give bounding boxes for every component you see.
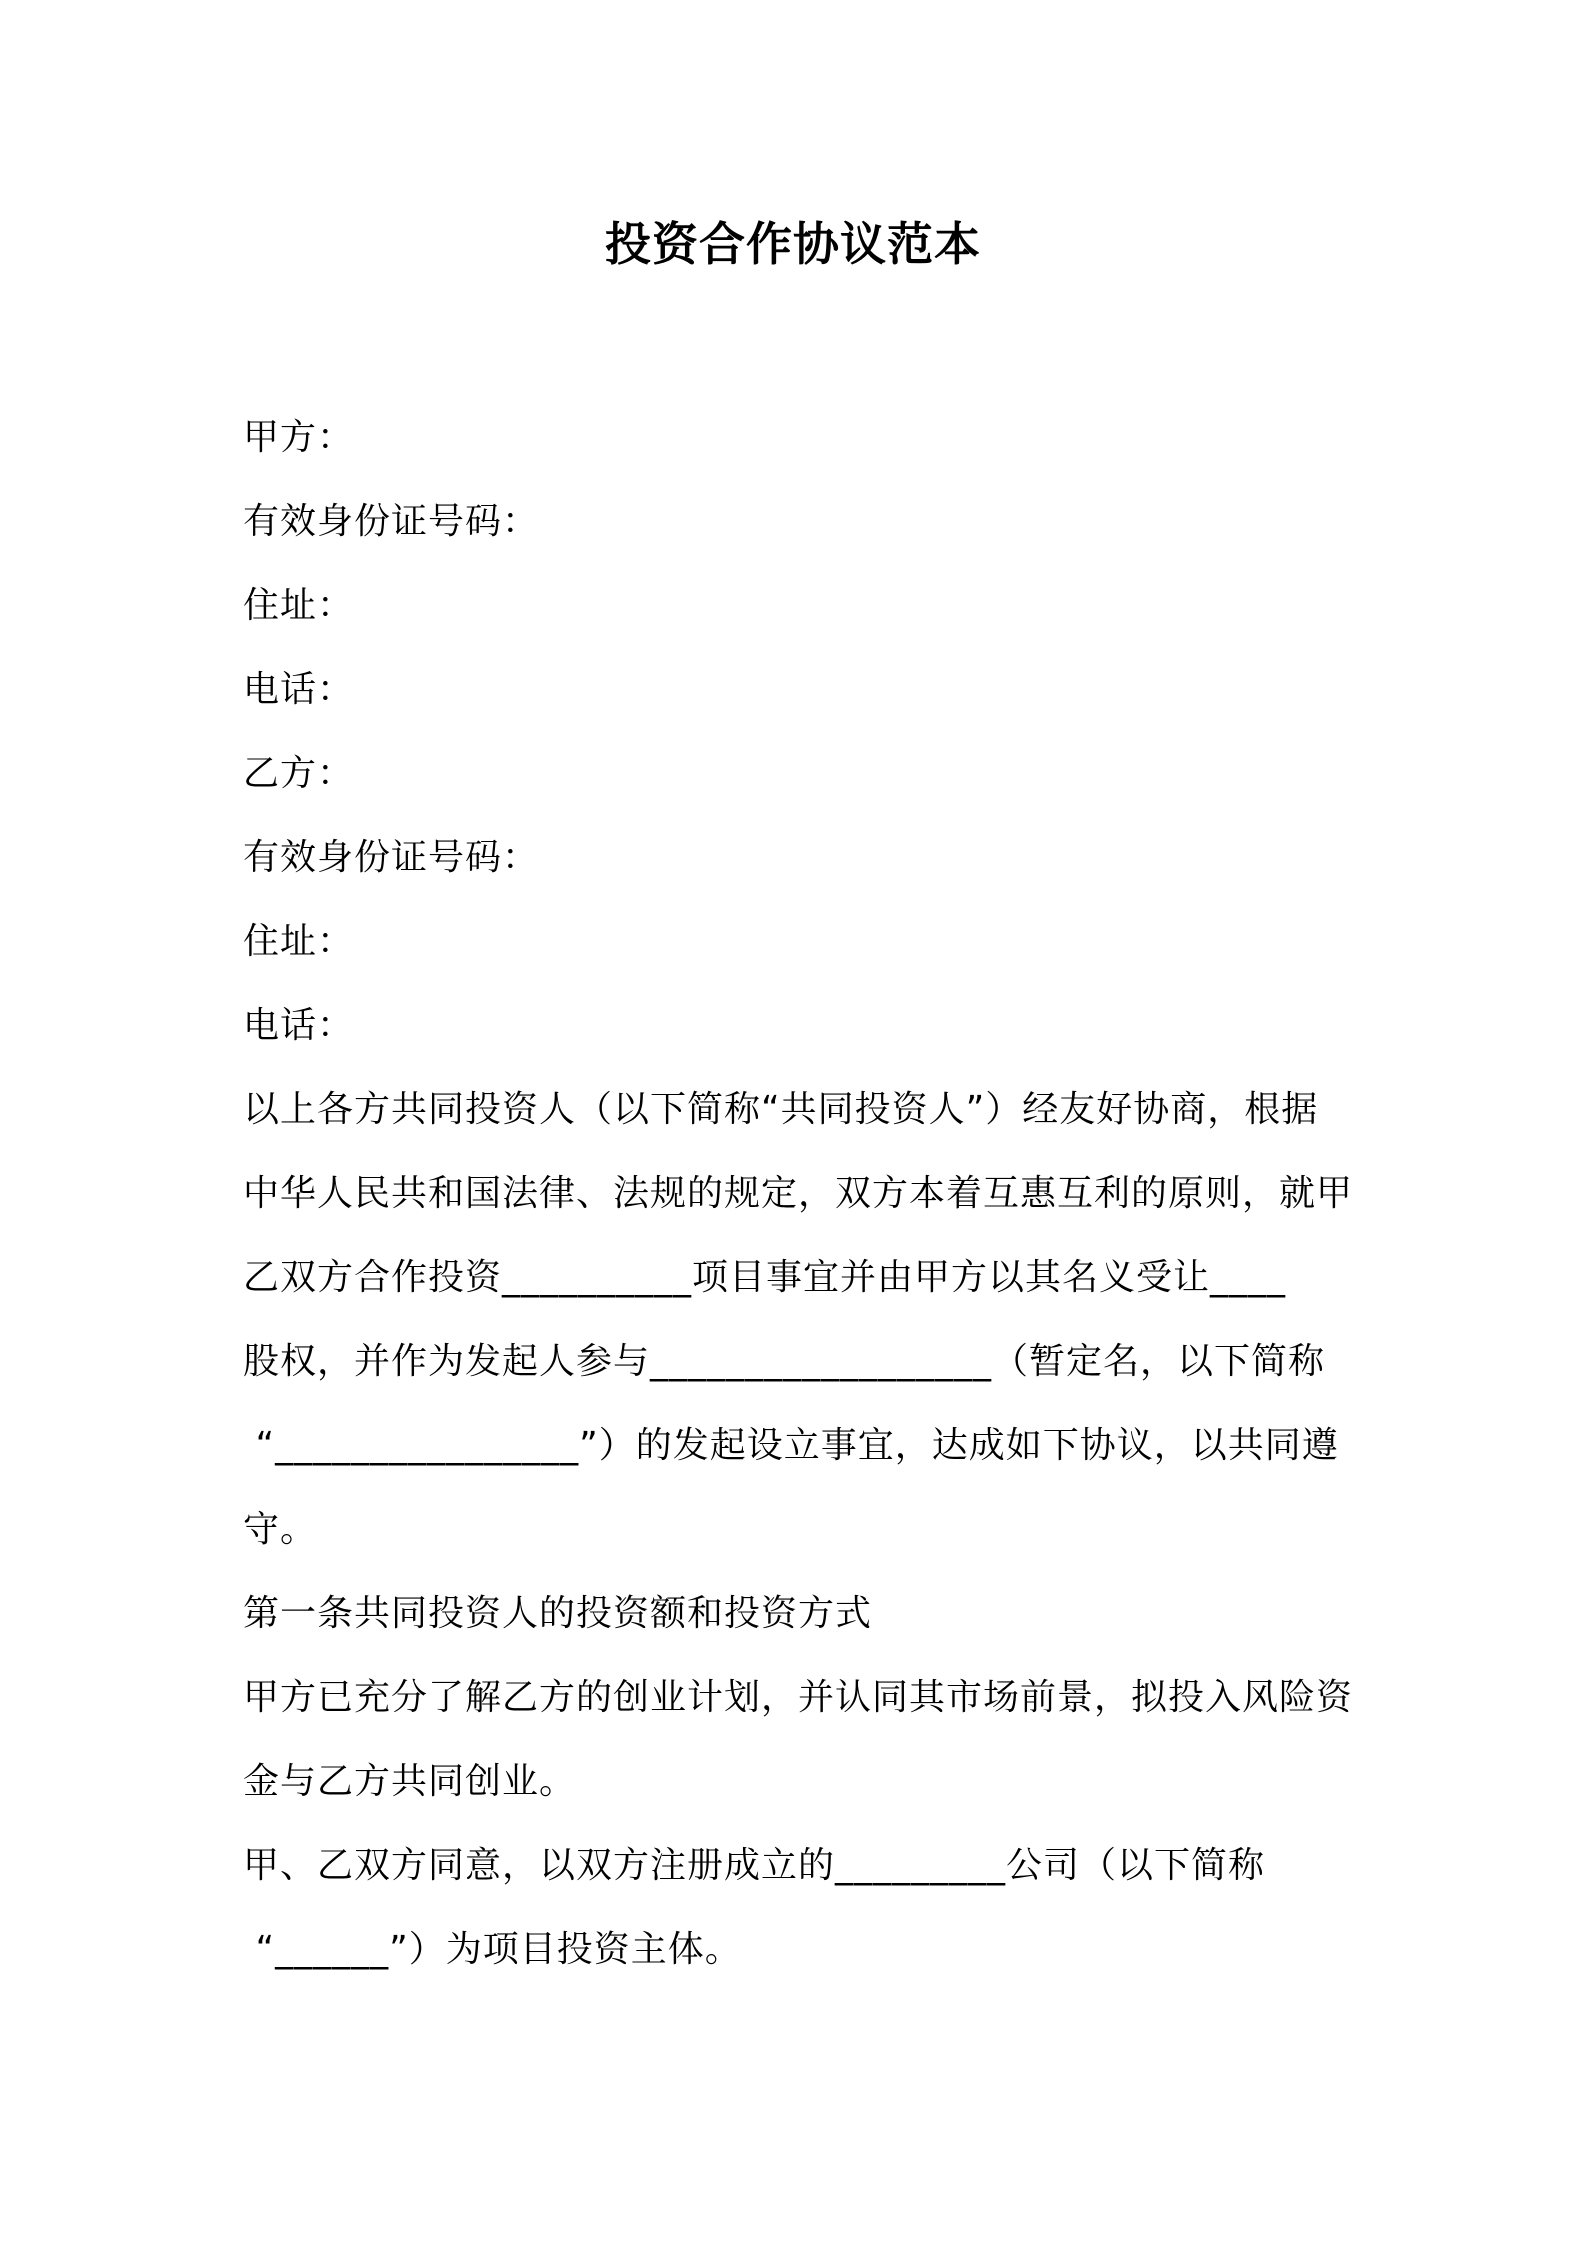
party-b-phone-label: 电话： [243,1005,355,1046]
party-a-address-label: 住址： [243,585,355,626]
preamble-line-2: 中华人民共和国法律、法规的规定，双方本着互惠互利的原则，就甲 [243,1173,1354,1214]
article-1-heading: 第一条共同投资人的投资额和投资方式 [243,1593,873,1634]
preamble-line-4: 股权，并作为发起人参与__________________（暂定名，以下简称 [243,1341,1326,1382]
party-a-id-label: 有效身份证号码： [243,501,540,542]
article-1-para-2-line-1: 甲、乙双方同意，以双方注册成立的_________公司（以下简称 [243,1845,1266,1886]
party-a-phone-label: 电话： [243,669,355,710]
article-1-para-1-line-2: 金与乙方共同创业。 [243,1761,577,1802]
document-title: 投资合作协议范本 [605,217,981,271]
preamble-line-6: 守。 [243,1509,318,1550]
party-a-label: 甲方： [243,417,355,458]
article-1-para-1-line-1: 甲方已充分了解乙方的创业计划，并认同其市场前景，拟投入风险资 [243,1677,1354,1718]
preamble-line-3: 乙双方合作投资__________项目事宜并由甲方以其名义受让____ [243,1257,1287,1298]
preamble-line-5: “________________”）的发起设立事宜，达成如下协议，以共同遵 [243,1425,1339,1466]
party-b-address-label: 住址： [243,921,355,962]
party-b-label: 乙方： [243,753,355,794]
article-1-para-2-line-2: “______”）为项目投资主体。 [243,1929,742,1970]
party-b-id-label: 有效身份证号码： [243,837,540,878]
preamble-line-1: 以上各方共同投资人（以下简称“共同投资人”）经友好协商，根据 [243,1089,1319,1130]
